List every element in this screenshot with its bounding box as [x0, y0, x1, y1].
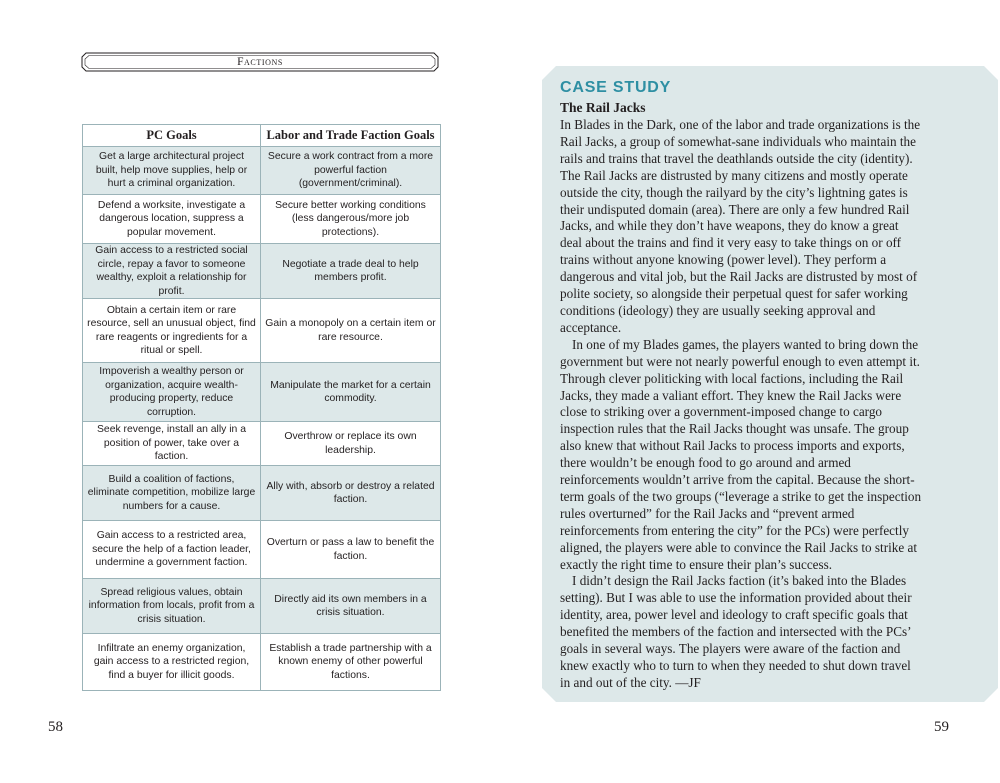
table-cell: Obtain a certain item or rare resource, sell an unusual object, find rare reagents or ingredients for a ritual or spell. — [83, 299, 261, 363]
table-cell: Gain access to a restricted area, secure the help of a faction leader, undermine a government faction. — [83, 521, 261, 579]
table-row — [83, 521, 441, 579]
table-cell: Get a large architectural project built, help move supplies, help or hurt a criminal organization. — [83, 147, 261, 195]
table-cell: Build a coalition of factions, eliminate competition, mobilize large numbers for a cause. — [83, 466, 261, 521]
table-cell: Gain access to a restricted social circle, repay a favor to someone wealthy, exploit a relationship for profit. — [83, 244, 261, 299]
case-study-paragraph: I didn’t design the Rail Jacks faction (it’s baked into the Blades setting). But I was able to use the information provided about their identity, area, power level and ideology to craft specific goals that benefited the members of the faction and intersected with the PCs’ goals in several ways. The players were aware of the faction and knew exactly who to turn to when they needed to shut down travel in and out of the city. —JF — [560, 573, 912, 690]
table-row — [83, 195, 441, 244]
table-cell: Infiltrate an enemy organization, gain access to a restricted region, find a buyer for illicit goods. — [83, 634, 261, 691]
faction-goals-table — [82, 124, 441, 691]
table-cell: Secure better working conditions (less dangerous/more job protections). — [261, 195, 441, 244]
table-cell: Secure a work contract from a more powerful faction (government/criminal). — [261, 147, 441, 195]
table-cell: Ally with, absorb or destroy a related faction. — [261, 466, 441, 521]
page-number-left: 58 — [48, 719, 63, 735]
table-cell: Spread religious values, obtain information from locals, profit from a crisis situation. — [83, 579, 261, 634]
table-cell: Manipulate the market for a certain commodity. — [261, 363, 441, 422]
table-row — [83, 299, 441, 363]
column-header-pc-goals: PC Goals — [83, 125, 261, 147]
table-cell: Overthrow or replace its own leadership. — [261, 422, 441, 466]
table-header-row — [83, 125, 441, 147]
case-study-title: CASE STUDY — [560, 79, 672, 96]
table-cell: Directly aid its own members in a crisis situation. — [261, 579, 441, 634]
case-study-paragraph: In Blades in the Dark, one of the labor and trade organizations is the Rail Jacks, a group of somewhat-sane individuals who maintain the rails and trains that travel the deathlands outside the city (identity). The Rail Jacks are distrusted by many citizens and mostly operate outside the city, though the railyard by the city’s lightning gates is their undisputed domain (area). There are only a few hundred Rail Jacks, and while they don’t have weapons, they do know a great deal about the trains and find it very easy to take things on or off trains without anyone knowing (power level). They perform a dangerous and vital job, but the Rail Jacks are distrusted by most of polite society, so alongside their perpetual quest for safer working conditions (ideology) they are usually seeking approval and acceptance. — [560, 117, 921, 335]
running-header — [80, 51, 440, 73]
table-row — [83, 466, 441, 521]
table-row — [83, 244, 441, 299]
case-study-paragraph: In one of my Blades games, the players wanted to bring down the government but were not nearly powerful enough to even attempt it. Through clever politicking with local factions, including the Rail Jacks, they made a valiant effort. They knew the Rail Jacks were close to striking over a government-imposed change to cargo inspection rules that the Rail Jacks thought was unsafe. The group also knew that without Rail Jacks to process imports and exports, there wouldn’t be enough food to go around and armed reinforcements wouldn’t arrive from the capital. Because the short-term goals of the two groups (“leverage a strike to get the inspection rules overturned” for the Rail Jacks and “prevent armed reinforcements from entering the city” for the PCs) were perfectly aligned, the players were able to convince the Rail Jacks to strike at exactly the right time to ensure their plan’s success. — [560, 336, 922, 572]
table-cell: Negotiate a trade deal to help members profit. — [261, 244, 441, 299]
table-row — [83, 579, 441, 634]
table-row — [83, 363, 441, 422]
table-cell: Impoverish a wealthy person or organization, acquire wealth-producing property, reduce corruption. — [83, 363, 261, 422]
table-cell: Overturn or pass a law to benefit the faction. — [261, 521, 441, 579]
table-cell: Gain a monopoly on a certain item or rare resource. — [261, 299, 441, 363]
table-cell: Establish a trade partnership with a known enemy of other powerful factions. — [261, 634, 441, 691]
table-row — [83, 634, 441, 691]
case-study-body — [560, 117, 922, 692]
column-header-faction-goals: Labor and Trade Faction Goals — [261, 125, 441, 147]
page-number-right: 59 — [934, 719, 949, 735]
table-row — [83, 422, 441, 466]
case-study-subtitle: The Rail Jacks — [560, 100, 646, 115]
running-header-title: Factions — [237, 56, 283, 68]
table-row — [83, 147, 441, 195]
table-cell: Seek revenge, install an ally in a position of power, take over a faction. — [83, 422, 261, 466]
table-cell: Defend a worksite, investigate a dangerous location, suppress a popular movement. — [83, 195, 261, 244]
